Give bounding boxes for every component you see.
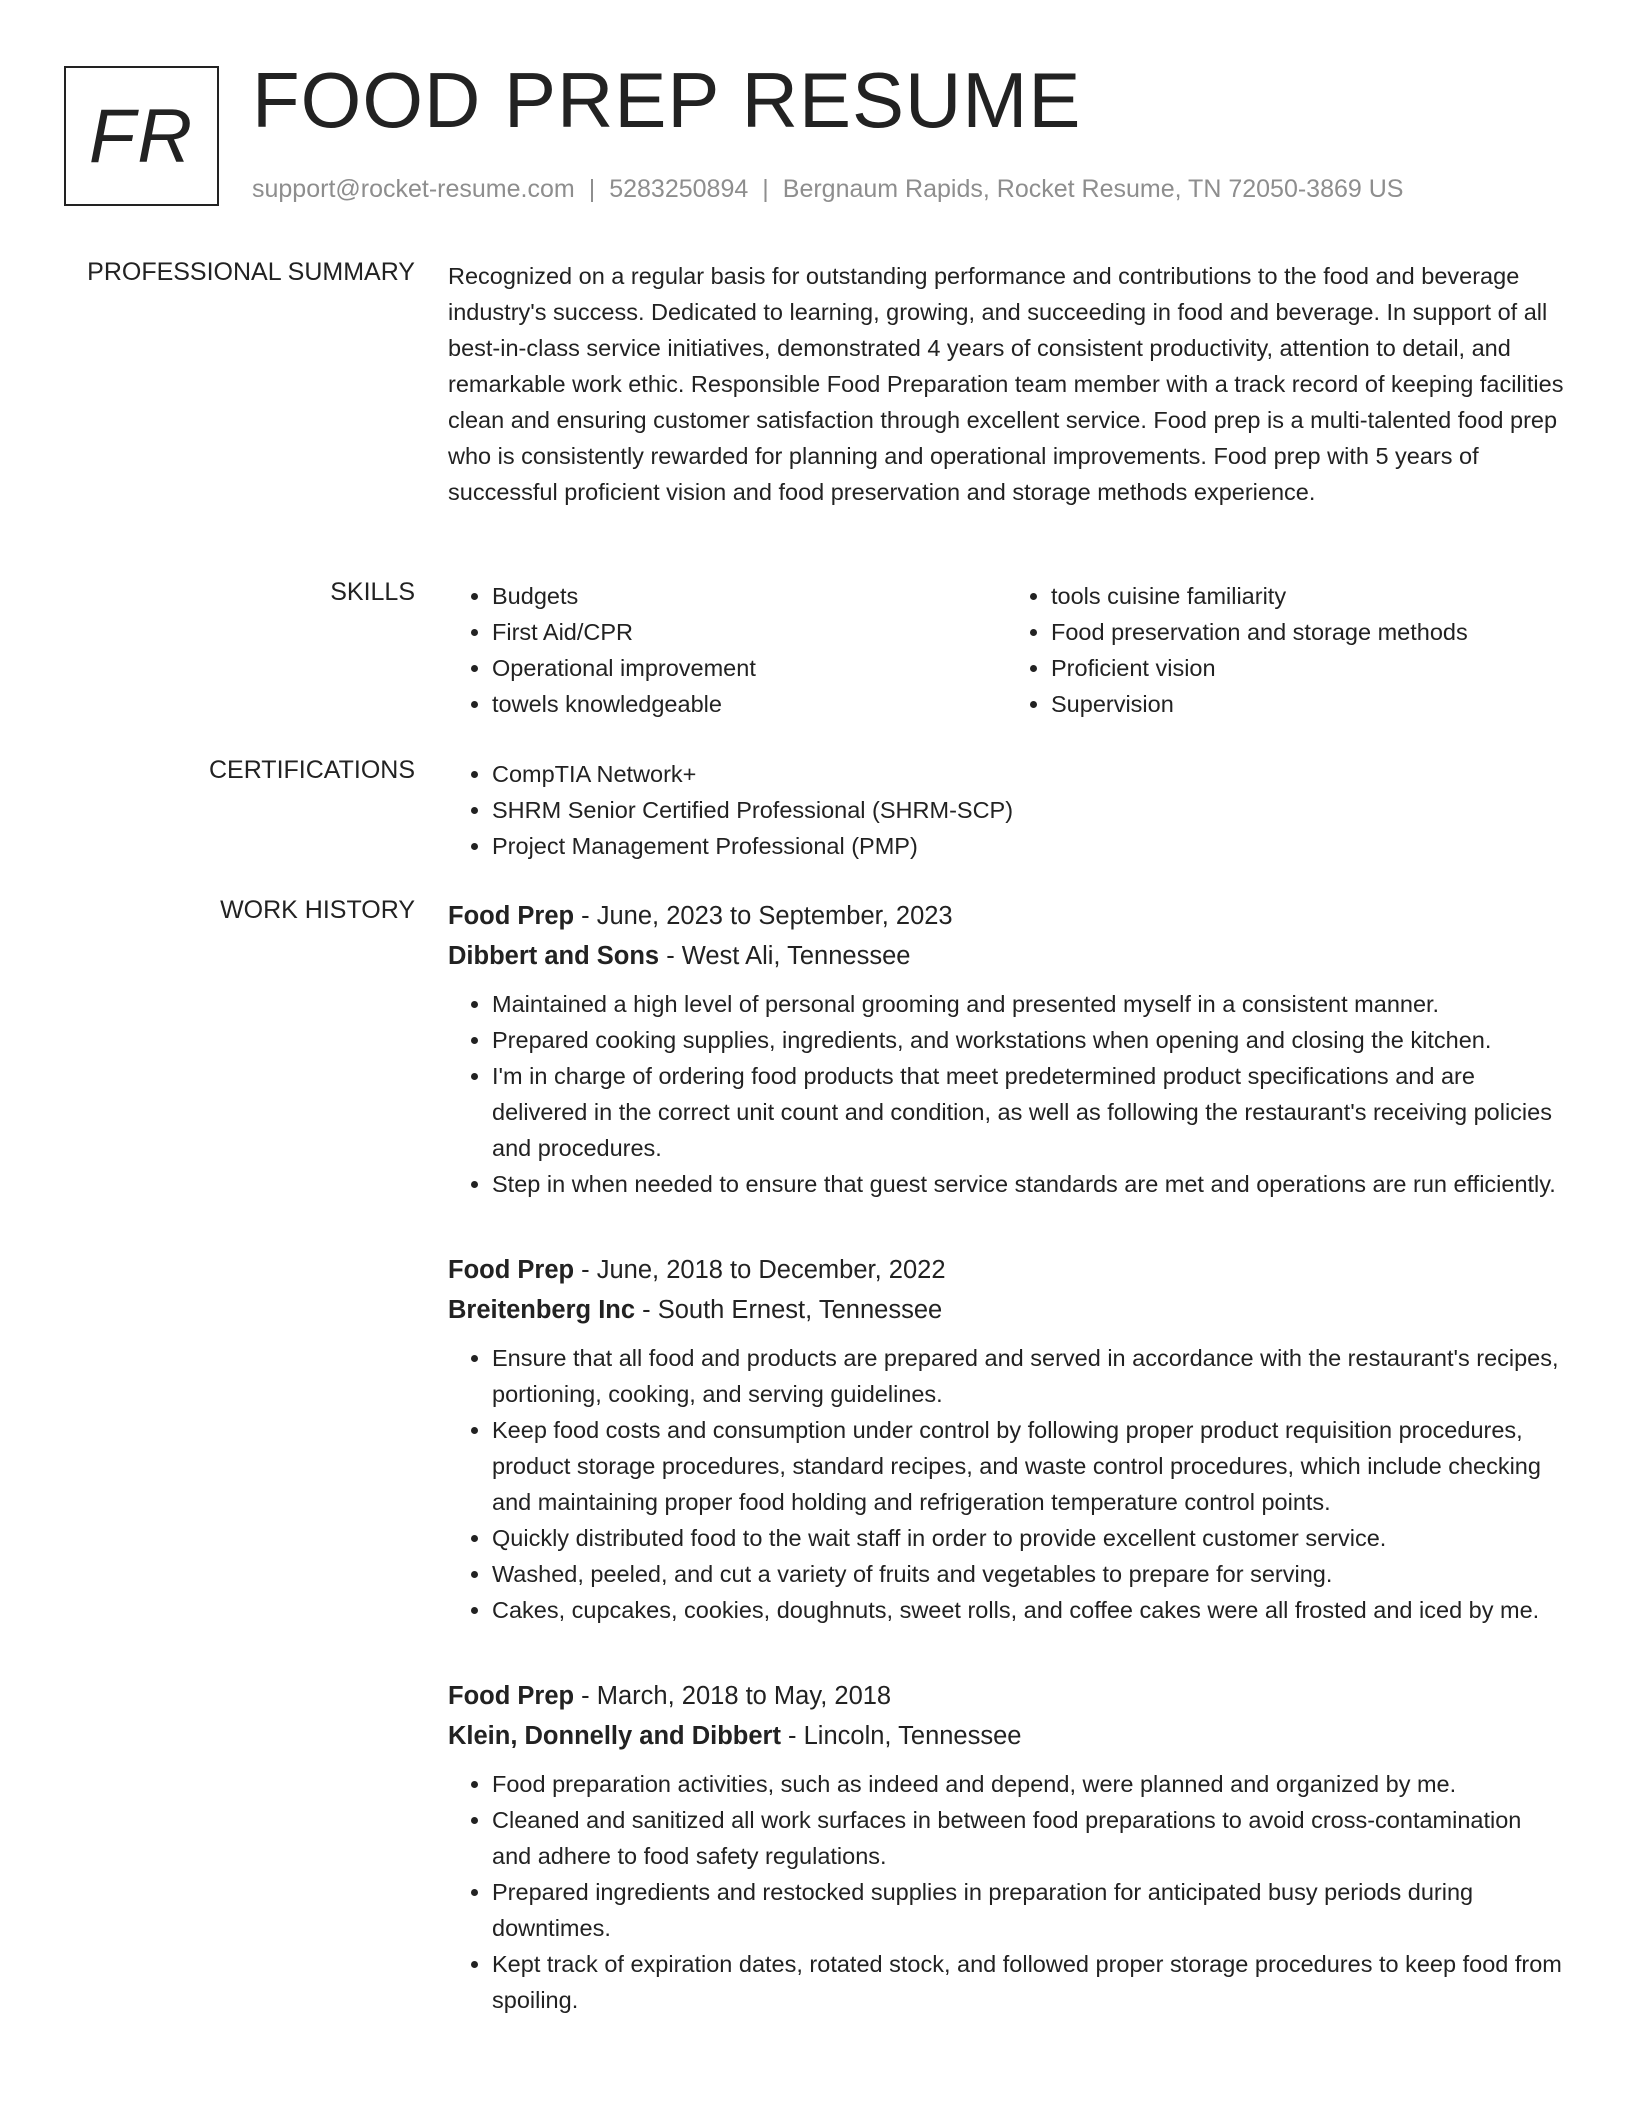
certifications-list (448, 756, 1566, 864)
job-company-line (448, 1290, 1566, 1330)
certification-item: • Project Management Professional (PMP) (492, 828, 1566, 864)
section-label-skills: SKILLS (330, 578, 415, 606)
skill-item: • Food preservation and storage methods (1051, 614, 1566, 650)
job-bullet: • I'm in charge of ordering food products that meet predetermined product specifications and are delivered in the correct unit count and condition, as well as following the restaurant's receiving policies and procedures. (492, 1058, 1566, 1166)
section-label-certifications: CERTIFICATIONS (208, 756, 415, 784)
job-bullet: • Kept track of expiration dates, rotated stock, and followed proper storage procedures to keep food from spoiling. (492, 1946, 1566, 2018)
job-entry (448, 896, 1566, 1202)
skills-list-right (1007, 578, 1566, 722)
certifications-body (448, 756, 1566, 864)
section-label-summary: PROFESSIONAL SUMMARY (87, 258, 415, 286)
job-title-line (448, 1676, 1566, 1716)
skill-item: • towels knowledgeable (492, 686, 1007, 722)
job-bullet: • Cakes, cupcakes, cookies, doughnuts, sweet rolls, and coffee cakes were all frosted and iced by me. (492, 1592, 1566, 1628)
monogram-logo: FR (64, 66, 219, 206)
skill-item: • Operational improvement (492, 650, 1007, 686)
skill-item: • Budgets (492, 578, 1007, 614)
job-title: Food Prep (448, 1256, 575, 1284)
job-bullet: • Step in when needed to ensure that guest service standards are met and operations are run efficiently. (492, 1166, 1566, 1202)
job-bullets (448, 1340, 1566, 1628)
job-location: - West Ali, Tennessee (659, 942, 911, 970)
job-bullet: • Quickly distributed food to the wait staff in order to provide excellent customer service. (492, 1520, 1566, 1556)
contact-email[interactable]: support@rocket-resume.com (252, 175, 575, 203)
contact-address: Bergnaum Rapids, Rocket Resume, TN 72050-3869 US (782, 175, 1404, 203)
section-label-work-history: WORK HISTORY (220, 896, 415, 924)
job-location: - Lincoln, Tennessee (780, 1722, 1022, 1750)
skill-item: • Supervision (1051, 686, 1566, 722)
job-company-line (448, 936, 1566, 976)
job-bullet: • Maintained a high level of personal grooming and presented myself in a consistent manner. (492, 986, 1566, 1022)
skill-item: • tools cuisine familiarity (1051, 578, 1566, 614)
job-title: Food Prep (448, 902, 575, 930)
job-bullet: • Prepared cooking supplies, ingredients, and workstations when opening and closing the kitchen. (492, 1022, 1566, 1058)
certification-item: • CompTIA Network+ (492, 756, 1566, 792)
job-dates: - June, 2018 to December, 2022 (574, 1256, 946, 1284)
contact-separator: | (762, 175, 769, 203)
contact-info (252, 175, 1403, 204)
job-title-line (448, 1250, 1566, 1290)
job-company-line (448, 1716, 1566, 1756)
work-history-body (448, 896, 1566, 2066)
job-company: Klein, Donnelly and Dibbert (448, 1722, 781, 1750)
job-bullets (448, 1766, 1566, 2018)
job-company: Dibbert and Sons (448, 942, 660, 970)
job-entry (448, 1676, 1566, 2018)
job-bullet: • Washed, peeled, and cut a variety of fruits and vegetables to prepare for serving. (492, 1556, 1566, 1592)
skill-item: • First Aid/CPR (492, 614, 1007, 650)
skills-list-left (448, 578, 1007, 722)
job-bullet: • Ensure that all food and products are prepared and served in accordance with the restaurant's recipes, portioning, cooking, and serving guidelines. (492, 1340, 1566, 1412)
skill-item: • Proficient vision (1051, 650, 1566, 686)
job-bullet: • Food preparation activities, such as indeed and depend, were planned and organized by me. (492, 1766, 1566, 1802)
job-bullets (448, 986, 1566, 1202)
job-title: Food Prep (448, 1682, 575, 1710)
job-bullet: • Cleaned and sanitized all work surfaces in between food preparations to avoid cross-contamination and adhere to food safety regulations. (492, 1802, 1566, 1874)
resume-title: FOOD PREP RESUME (252, 56, 1082, 144)
summary-text: Recognized on a regular basis for outstanding performance and contributions to the food and beverage industry's success. Dedicated to learning, growing, and succeeding in food and beverage. In support of all best-in-class service initiatives, demonstrated 4 years of consistent productivity, attention to detail, and remarkable work ethic. Responsible Food Preparation team member with a track record of keeping facilities clean and ensuring customer satisfaction through excellent service. Food prep is a multi-talented food prep who is consistently rewarded for planning and operational improvements. Food prep with 5 years of successful proficient vision and food preservation and storage methods experience. (448, 263, 1564, 505)
contact-separator: | (588, 175, 596, 203)
certification-item: • SHRM Senior Certified Professional (SHRM-SCP) (492, 792, 1566, 828)
skills-body (448, 578, 1566, 722)
job-dates: - June, 2023 to September, 2023 (574, 902, 953, 930)
job-title-line (448, 896, 1566, 936)
job-dates: - March, 2018 to May, 2018 (574, 1682, 892, 1710)
job-location: - South Ernest, Tennessee (635, 1296, 943, 1324)
summary-body (448, 258, 1566, 510)
job-entry (448, 1250, 1566, 1628)
job-bullet: • Keep food costs and consumption under control by following proper product requisition procedures, product storage procedures, standard recipes, and waste control procedures, which include checking and maintaining proper food holding and refrigeration temperature control points. (492, 1412, 1566, 1520)
contact-phone[interactable]: 5283250894 (609, 175, 749, 203)
job-bullet: • Prepared ingredients and restocked supplies in preparation for anticipated busy periods during downtimes. (492, 1874, 1566, 1946)
job-company: Breitenberg Inc (448, 1296, 636, 1324)
